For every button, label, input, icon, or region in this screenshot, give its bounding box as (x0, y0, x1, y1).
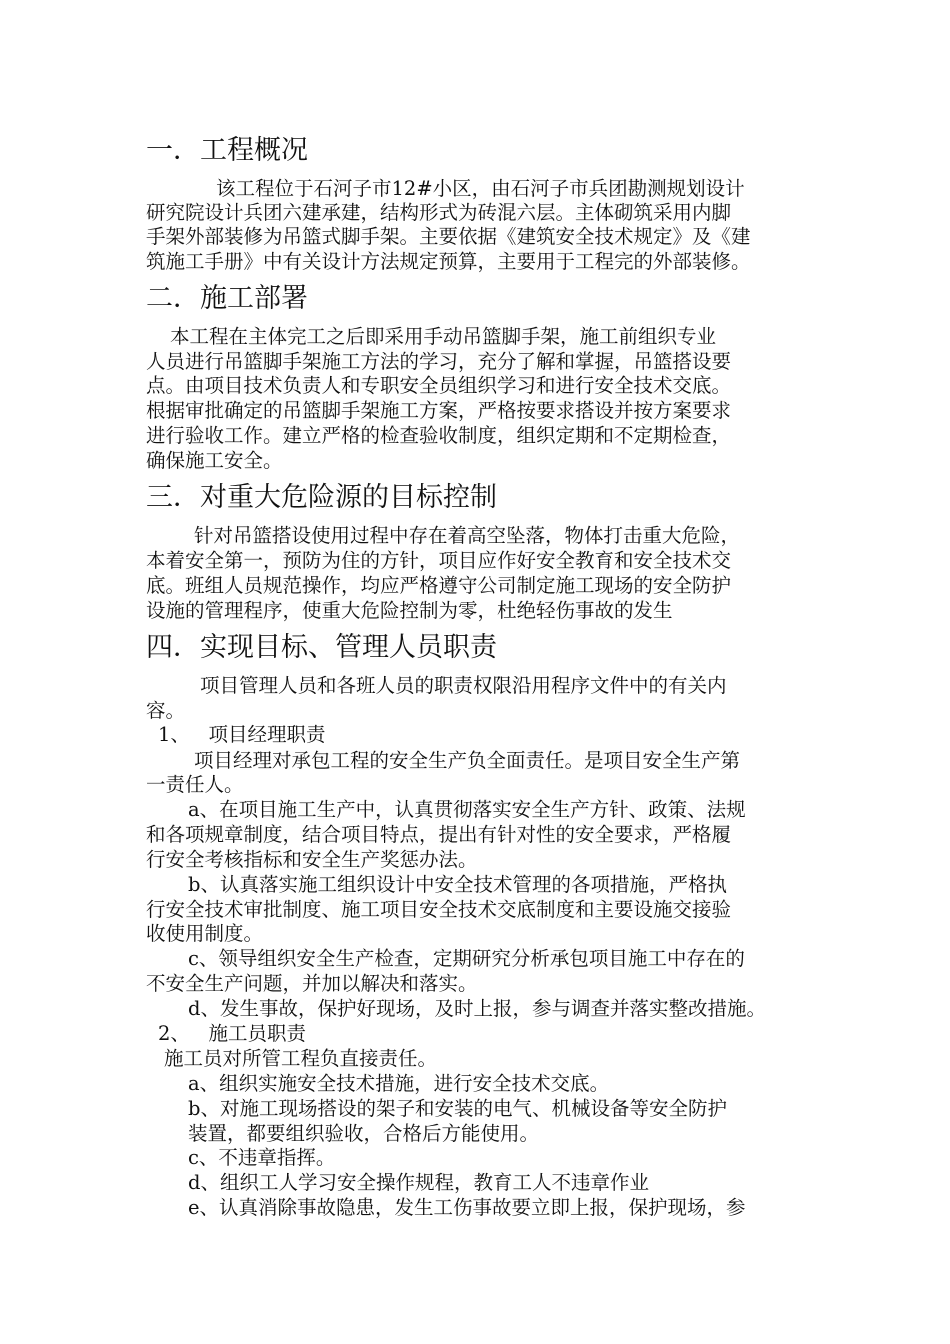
paragraph-line: 进行验收工作。建立严格的检查验收制度，组织定期和不定期检查， (146, 424, 732, 447)
paragraph-line: b、认真落实施工组织设计中安全技术管理的各项措施，严格执 (188, 873, 727, 896)
paragraph-line: 研究院设计兵团六建承建，结构形式为砖混六层。主体砌筑采用内脚 (146, 201, 732, 224)
paragraph-line: c、领导组织安全生产检查，定期研究分析承包项目施工中存在的 (188, 947, 745, 970)
paragraph-line: 装置，都要组织验收，合格后方能使用。 (188, 1122, 540, 1145)
paragraph-line: a、在项目施工生产中，认真贯彻落实安全生产方针、政策、法规 (188, 798, 746, 821)
section-heading-hazard-control: 三．对重大危险源的目标控制 (146, 482, 497, 513)
section-heading-deployment: 二．施工部署 (146, 283, 308, 314)
paragraph-line: 手架外部装修为吊篮式脚手架。主要依据《建筑安全技术规定》及《建 (146, 225, 751, 248)
paragraph-line: 容。 (146, 699, 186, 722)
paragraph-line: 行安全技术审批制度、施工项目安全技术交底制度和主要设施交接验 (146, 898, 732, 921)
section-heading-responsibilities: 四．实现目标、管理人员职责 (146, 632, 497, 663)
paragraph-line: 本着安全第一，预防为住的方针，项目应作好安全教育和安全技术交 (146, 549, 732, 572)
paragraph-line: 设施的管理程序，使重大危险控制为零，杜绝轻伤事故的发生 (146, 599, 673, 622)
subsection-title-construction-worker: 2、 施工员职责 (158, 1022, 307, 1045)
paragraph-line: 确保施工安全。 (146, 449, 283, 472)
paragraph-line: d、组织工人学习安全操作规程，教育工人不违章作业 (188, 1171, 649, 1194)
subsection-title-project-manager: 1、 项目经理职责 (158, 723, 326, 746)
paragraph-line: 根据审批确定的吊篮脚手架施工方案，严格按要求搭设并按方案要求 (146, 399, 732, 422)
paragraph-line: 项目管理人员和各班人员的职责权限沿用程序文件中的有关内 (200, 674, 727, 697)
paragraph-line: 一责任人。 (146, 773, 244, 796)
paragraph-line: e、认真消除事故隐患，发生工伤事故要立即上报，保护现场，参 (188, 1196, 746, 1219)
paragraph-line: c、不违章指挥。 (188, 1146, 336, 1169)
paragraph-line: 点。由项目技术负责人和专职安全员组织学习和进行安全技术交底。 (146, 374, 732, 397)
paragraph-line: 收使用制度。 (146, 922, 264, 945)
paragraph-line: 底。班组人员规范操作，均应严格遵守公司制定施工现场的安全防护 (146, 574, 732, 597)
paragraph-line: 和各项规章制度，结合项目特点，提出有针对性的安全要求，严格履 (146, 823, 732, 846)
section-heading-overview: 一．工程概况 (146, 135, 308, 166)
paragraph-line: a、组织实施安全技术措施，进行安全技术交底。 (188, 1072, 610, 1095)
paragraph-line: 项目经理对承包工程的安全生产负全面责任。是项目安全生产第 (194, 749, 741, 772)
paragraph-line: 行安全考核指标和安全生产奖惩办法。 (146, 848, 478, 871)
paragraph-line: b、对施工现场搭设的架子和安装的电气、机械设备等安全防护 (188, 1097, 727, 1120)
paragraph-line: 施工员对所管工程负直接责任。 (164, 1047, 438, 1070)
paragraph-line: d、发生事故，保护好现场，及时上报，参与调查并落实整改措施。 (188, 997, 766, 1020)
paragraph-line: 该工程位于石河子市12#小区，由石河子市兵团勘测规划设计 (216, 177, 745, 200)
paragraph-line: 人员进行吊篮脚手架施工方法的学习，充分了解和掌握，吊篮搭设要 (146, 350, 732, 373)
paragraph-line: 筑施工手册》中有关设计方法规定预算，主要用于工程完的外部装修。 (146, 250, 751, 273)
paragraph-line: 不安全生产问题，并加以解决和落实。 (146, 972, 478, 995)
paragraph-line: 本工程在主体完工之后即采用手动吊篮脚手架，施工前组织专业 (170, 325, 717, 348)
paragraph-line: 针对吊篮搭设使用过程中存在着高空坠落，物体打击重大危险， (194, 524, 741, 547)
